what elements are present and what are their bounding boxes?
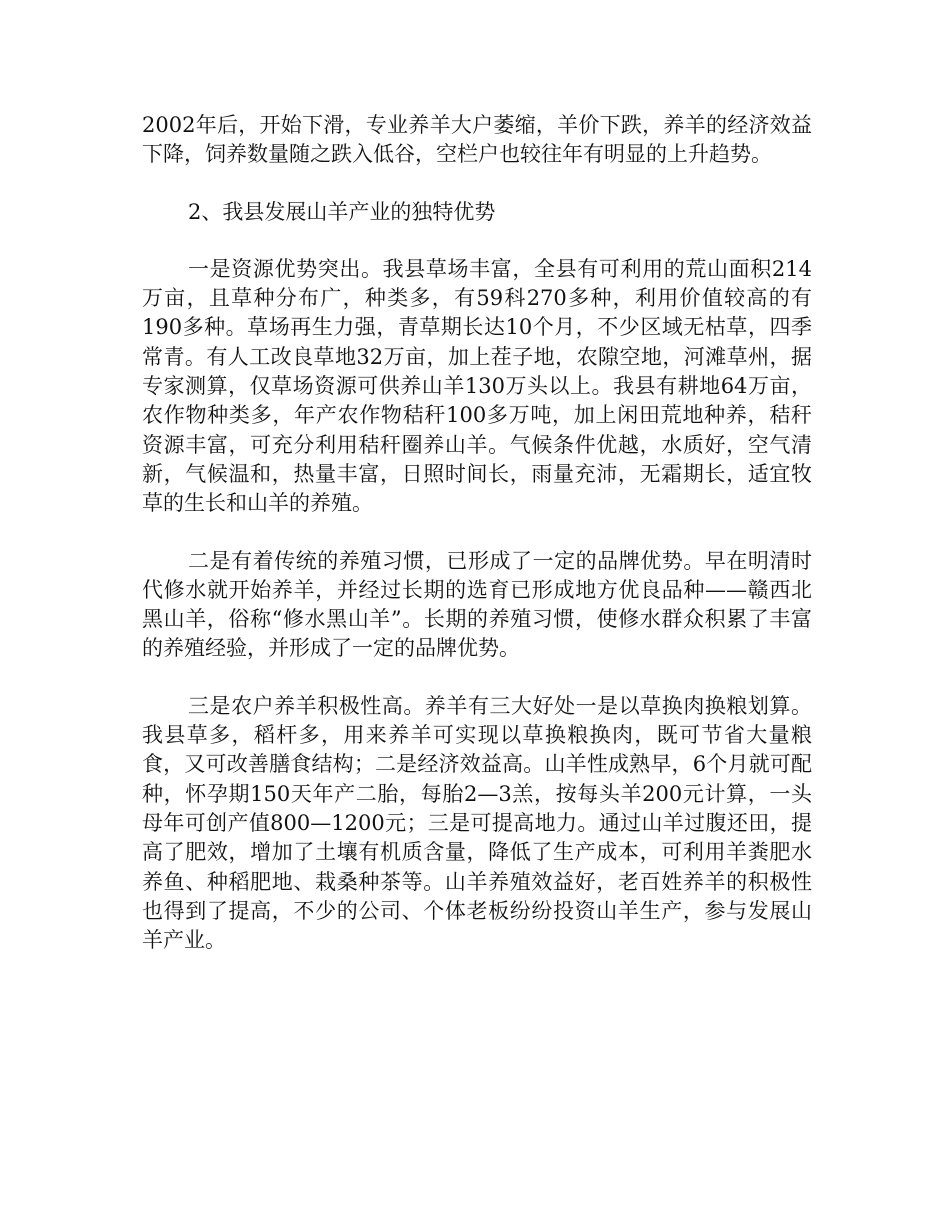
paragraph-farmer-enthusiasm: 三是农户养羊积极性高。养羊有三大好处一是以草换肉换粮划算。我县草多，稻杆多，用来养羊可实现以草换粮换肉，既可节省大量粮食，又可改善膳食结构；二是经济效益高。山羊性成熟早，6个月就可配种，怀孕期150天年产二胎，每胎2—3羔，按每头羊200元计算，一头母年可创产值800—1200元；三是可提高地力。通过山羊过腹还田，提高了肥效，增加了土壤有机质含量，降低了生产成本，可利用羊粪肥水养鱼、种稻肥地、栽桑种茶等。山羊养殖效益好，老百姓养羊的积极性也得到了提高，不少的公司、个体老板纷纷投资山羊生产，参与发展山羊产业。: [142, 693, 812, 953]
section-heading: 2、我县发展山羊产业的独特优势: [188, 199, 496, 224]
paragraph-tradition-advantage: 二是有着传统的养殖习惯，已形成了一定的品牌优势。早在明清时代修水就开始养羊，并经过长期的选育已形成地方优良品种——赣西北黑山羊，俗称“修水黑山羊”。长期的养殖习惯，使修水群众积累了丰富的养殖经验，并形成了一定的品牌优势。: [142, 548, 812, 661]
paragraph-resource-advantage: 一是资源优势突出。我县草场丰富，全县有可利用的荒山面积214万亩，且草种分布广，种类多，有59科270多种，利用价值较高的有190多种。草场再生力强，青草期长达10个月，不少区域无枯草，四季常青。有人工改良草地32万亩，加上茬子地，农隙空地，河滩草州，据专家测算，仅草场资源可供养山羊130万头以上。我县有耕地64万亩，农作物种类多，年产农作物秸秆100多万吨，加上闲田荒地种养，秸秆资源丰富，可充分利用秸秆圈养山羊。气候条件优越，水质好，空气清新，气候温和，热量丰富，日照时间长，雨量充沛，无霜期长，适宜牧草的生长和山羊的养殖。: [142, 256, 812, 516]
paragraph-continuation: 2002年后，开始下滑，专业养羊大户萎缩，羊价下跌，养羊的经济效益下降，饲养数量随之跌入低谷，空栏户也较往年有明显的上升趋势。: [142, 113, 812, 167]
document-body: [142, 111, 812, 983]
